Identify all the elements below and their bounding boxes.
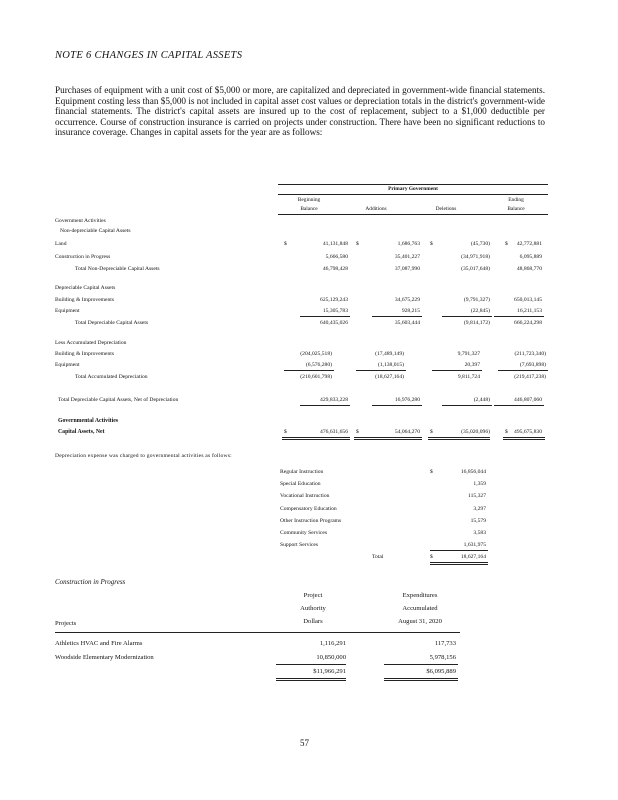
depr-row-value: 115,327 [468,493,486,499]
cip-total-expenditures: $6,095,889 [426,668,456,675]
double-rule [503,437,545,440]
currency-sign: $ [430,554,433,560]
col-header-additions: Additions [365,206,387,212]
net-deletions: (35,020,096) [461,429,490,435]
total-additions: 16,976,280 [394,397,420,403]
cell-ending: (211,723,340) [514,351,546,357]
depr-row-value: 15,579 [470,518,486,524]
depr-row-label: Special Education [280,481,321,487]
cip-subtotal-rule [276,664,346,665]
cell-beginning: 5,666,580 [325,254,348,260]
cip-col1-h3: Dollars [303,618,323,625]
cell-additions: 34,675,229 [394,297,420,303]
col-header-beginning-1: Beginning [297,197,321,203]
currency-sign: $ [284,241,287,247]
cell-ending: 6,095,889 [519,254,542,260]
double-rule [428,437,490,440]
total-ending: 666,224,298 [514,320,542,326]
cell-ending: (7,693,898) [519,362,546,368]
total-beginning: 640,435,026 [320,320,348,326]
total-ending: 446,807,060 [514,397,542,403]
cip-double-rule [384,678,458,681]
cell-beginning: 41,131,848 [322,241,348,247]
depr-total-label: Total [372,554,384,560]
total-ending: (219,417,238) [514,374,546,380]
cip-double-rule [276,678,346,681]
depreciation-text: Depreciation expense was charged to governmental activities as follows: [55,453,232,459]
total-label: Total Depreciable Capital Assets, Net of Depreciation [58,397,179,403]
row-label: Construction in Progress [55,254,111,260]
subtotal-rule [432,370,482,371]
cip-header-rule [55,632,460,633]
depr-row-label: Compensatory Education [280,506,337,512]
subtotal-rule [442,316,492,317]
total-label: Total Depreciable Capital Assets [75,320,149,326]
total-beginning: 46,798,428 [322,266,348,272]
total-beginning: 429,833,228 [320,397,348,403]
subtotal-rule [284,370,334,371]
cip-subtotal-rule [384,664,458,665]
row-label: Building & Improvements [55,297,115,303]
col-header-ending-2: Balance [507,206,525,212]
depr-subtotal-rule [430,550,488,551]
cell-beginning: (204,025,518) [300,351,332,357]
depr-row-label: Other Instruction Programs [280,518,342,524]
cell-deletions: (34,971,918) [461,254,490,260]
intro-paragraph: Purchases of equipment with a unit cost of $5,000 or more, are capitalized and depreciated in government-wide financial statements. Equipment costing less than $5,000 is not included in capital asset cost values or depreciation totals in the district's government-wide financial statements. The district's capital assets are insured up to the cost of replacement, subject to a $1,000 deductible per occurrence. Course of construction insurance is carried on projects under construction. There have been no significant reductions to insurance coverage. Changes in capital assets for the year are as follows: [55,85,545,138]
total-additions: (18,627,164) [375,374,404,380]
cell-additions: 928,215 [401,308,420,314]
page-number: 57 [300,738,309,748]
cip-col2-h3: August 31, 2020 [398,618,442,625]
group-rule [278,194,548,195]
double-rule [354,437,422,440]
cell-ending: 16,211,153 [517,308,542,314]
cip-col2-h2: Accumulated [402,605,438,612]
capital-assets-net-label: Capital Assets, Net [58,429,105,435]
total-rule [494,405,544,406]
accum-label: Less Accumulated Depreciation [55,340,127,346]
subtotal-rule [372,316,422,317]
section-label: Government Activities [55,218,106,224]
total-additions: 37,087,990 [394,266,420,272]
cip-heading: Construction in Progress [55,578,126,586]
cip-col1-h1: Project [303,592,323,599]
cell-ending: 42,772,881 [516,241,542,247]
col-header-beginning-2: Balance [300,206,318,212]
cell-deletions: 9,791,327 [457,351,480,357]
cell-beginning: (6,576,280) [305,362,332,368]
header-bottom-rule [278,214,548,215]
cip-row-label: Woodside Elementary Modernization [55,654,154,661]
currency-sign: $ [356,241,359,247]
depr-row-value: 1,631,975 [463,542,486,548]
total-rule [372,405,422,406]
cell-beginning: 625,129,243 [320,297,348,303]
row-label: Equipment [55,308,80,314]
depr-double-rule [430,562,488,565]
cell-additions: 35,401,227 [394,254,420,260]
subtotal-rule [356,370,406,371]
col-header-deletions: Deletions [435,206,457,212]
nondep-label: Non-depreciable Capital Assets [60,228,131,234]
cell-additions: 1,686,763 [397,241,420,247]
total-deletions: (35,017,648) [461,266,490,272]
cell-beginning: 15,305,783 [322,308,348,314]
total-deletions: (2,448) [473,397,490,403]
subtotal-rule [498,370,548,371]
currency-sign: $ [430,241,433,247]
total-deletions: (9,814,172) [463,320,490,326]
currency-sign: $ [356,429,359,435]
gov-activities-label: Governmental Activities [58,418,119,424]
net-ending: 495,675,830 [514,429,542,435]
currency-sign: $ [284,429,287,435]
double-rule [282,437,350,440]
total-deletions: 9,811,724 [457,374,480,380]
row-label: Land [55,241,67,247]
group-header: Primary Government [388,186,438,192]
total-rule [442,405,492,406]
cell-additions: (1,138,015) [377,362,404,368]
cip-row-authority: 10,850,000 [316,654,346,661]
cip-col2-h1: Expenditures [402,592,438,599]
cip-total-authority: $11,966,291 [313,668,346,675]
row-label: Building & Improvements [55,351,115,357]
cell-additions: (17,489,149) [375,351,404,357]
cell-deletions: (22,845) [470,308,490,314]
depr-row-label: Vocational Instruction [280,493,330,499]
cell-deletions: (45,730) [470,241,490,247]
cip-row-label: Athletics HVAC and Fire Alarms [55,640,143,647]
cell-deletions: 20,397 [464,362,480,368]
cell-ending: 650,013,145 [514,297,542,303]
depr-row-value: 1,359 [473,481,486,487]
total-ending: 48,868,770 [516,266,542,272]
depr-row-value: 3,583 [473,530,486,536]
cip-col1-h2: Authority [300,605,326,612]
cip-projects-label: Projects [55,620,77,627]
net-beginning: 476,631,656 [320,429,348,435]
subtotal-rule [494,316,544,317]
col-header-ending-1: Ending [508,197,524,203]
page-title: NOTE 6 CHANGES IN CAPITAL ASSETS [55,50,243,61]
currency-sign: $ [430,429,433,435]
depr-row-value: 16,856,044 [460,469,486,475]
total-label: Total Accumulated Depreciation [75,374,148,380]
total-beginning: (210,601,798) [300,374,332,380]
depr-row-value: 3,297 [473,506,486,512]
row-label: Equipment [55,362,80,368]
cip-row-expenditures: 117,733 [434,640,456,647]
currency-sign: $ [505,429,508,435]
depr-total-value: 18,627,164 [460,554,486,560]
dep-label: Depreciable Capital Assets [55,285,116,291]
table-top-rule [278,184,548,185]
net-additions: 54,064,270 [394,429,420,435]
cell-deletions: (9,791,327) [463,297,490,303]
depr-row-label: Regular Instruction [280,469,324,475]
depr-row-label: Community Services [280,530,328,536]
cip-row-expenditures: 5,978,156 [429,654,456,661]
depr-row-label: Support Services [280,542,319,548]
currency-sign: $ [505,241,508,247]
subtotal-rule [300,316,350,317]
total-label: Total Non-Depreciable Capital Assets [75,266,160,272]
currency-sign: $ [430,469,433,475]
total-additions: 35,603,444 [394,320,420,326]
cip-row-authority: 1,116,291 [319,640,346,647]
total-rule [300,405,350,406]
